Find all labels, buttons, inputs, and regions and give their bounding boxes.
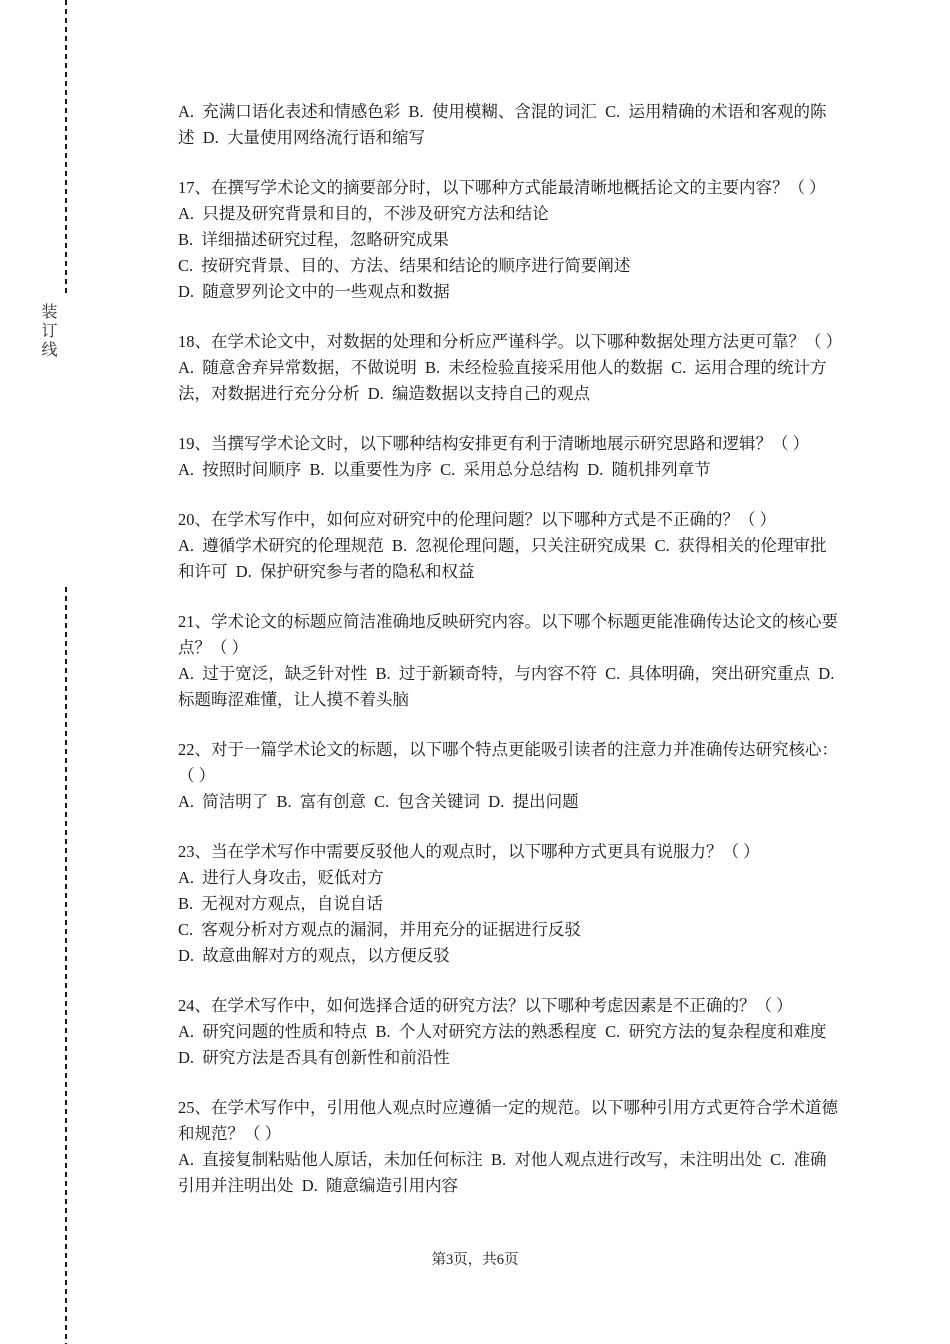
page-footer: 第3页，共6页 <box>431 1252 519 1268</box>
options-inline: A. 随意舍弃异常数据，不做说明 B. 未经检验直接采用他人的数据 C. 运用合理的统计方法，对数据进行充分分析 D. 编造数据以支持自己的观点 <box>178 358 827 403</box>
q24 <box>178 993 843 1071</box>
question-stem: 24、在学术写作中，如何选择合适的研究方法？以下哪种考虑因素是不正确的？（ ） <box>178 996 793 1015</box>
q23 <box>178 839 843 969</box>
q17 <box>178 175 843 305</box>
binding-dashed-line-top <box>65 0 67 295</box>
q20 <box>178 507 843 585</box>
options-inline: A. 遵循学术研究的伦理规范 B. 忽视伦理问题，只关注研究成果 C. 获得相关的伦理审批和许可 D. 保护研究参与者的隐私和权益 <box>178 536 827 581</box>
question-stem: 17、在撰写学术论文的摘要部分时，以下哪种方式能最清晰地概括论文的主要内容？（ ） <box>178 178 826 197</box>
options-inline: A. 过于宽泛，缺乏针对性 B. 过于新颖奇特，与内容不符 C. 具体明确，突出研究重点 D. 标题晦涩难懂，让人摸不着头脑 <box>178 664 843 709</box>
options-inline: A. 直接复制粘贴他人原话，未加任何标注 B. 对他人观点进行改写，未注明出处 C. 准确引用并注明出处 D. 随意编造引用内容 <box>178 1150 827 1195</box>
option-line: A. 只提及研究背景和目的，不涉及研究方法和结论 <box>178 204 549 223</box>
question-blocks <box>178 99 843 1223</box>
option-line: A. 进行人身攻击，贬低对方 <box>178 868 384 887</box>
q18 <box>178 329 843 407</box>
option-line: C. 按研究背景、目的、方法、结果和结论的顺序进行简要阐述 <box>178 256 631 275</box>
q21 <box>178 609 843 713</box>
question-stem: 25、在学术写作中，引用他人观点时应遵循一定的规范。以下哪种引用方式更符合学术道德和规范？（ ） <box>178 1098 838 1143</box>
q16-options <box>178 99 843 151</box>
question-stem: 20、在学术写作中，如何应对研究中的伦理问题？以下哪种方式是不正确的？（ ） <box>178 510 777 529</box>
binding-line-label: 装订线 <box>39 303 56 360</box>
option-line: B. 详细描述研究过程，忽略研究成果 <box>178 230 449 249</box>
question-stem: 19、当撰写学术论文时，以下哪种结构安排更有利于清晰地展示研究思路和逻辑？（ ） <box>178 434 810 453</box>
q19 <box>178 431 843 483</box>
option-line: D. 随意罗列论文中的一些观点和数据 <box>178 282 450 301</box>
option-line: D. 故意曲解对方的观点，以方便反驳 <box>178 946 450 965</box>
question-stem: 21、学术论文的标题应简洁准确地反映研究内容。以下哪个标题更能准确传达论文的核心要点？（ ） <box>178 612 838 657</box>
options-inline: A. 按照时间顺序 B. 以重要性为序 C. 采用总分总结构 D. 随机排列章节 <box>178 460 711 479</box>
q22 <box>178 737 843 815</box>
question-stem: 23、当在学术写作中需要反驳他人的观点时，以下哪种方式更具有说服力？（ ） <box>178 842 760 861</box>
options-inline: A. 充满口语化表述和情感色彩 B. 使用模糊、含混的词汇 C. 运用精确的术语和客观的陈述 D. 大量使用网络流行语和缩写 <box>178 102 827 147</box>
question-stem: 18、在学术论文中，对数据的处理和分析应严谨科学。以下哪种数据处理方法更可靠？（ ） <box>178 332 843 351</box>
binding-dashed-line-bottom <box>65 587 67 1344</box>
options-inline: A. 简洁明了 B. 富有创意 C. 包含关键词 D. 提出问题 <box>178 792 579 811</box>
question-stem: 22、对于一篇学术论文的标题，以下哪个特点更能吸引读者的注意力并准确传达研究核心：（ ） <box>178 740 838 785</box>
option-line: B. 无视对方观点，自说自话 <box>178 894 383 913</box>
q25 <box>178 1095 843 1199</box>
options-inline: A. 研究问题的性质和特点 B. 个人对研究方法的熟悉程度 C. 研究方法的复杂程度和难度 D. 研究方法是否具有创新性和前沿性 <box>178 1022 835 1067</box>
option-line: C. 客观分析对方观点的漏洞，并用充分的证据进行反驳 <box>178 920 581 939</box>
